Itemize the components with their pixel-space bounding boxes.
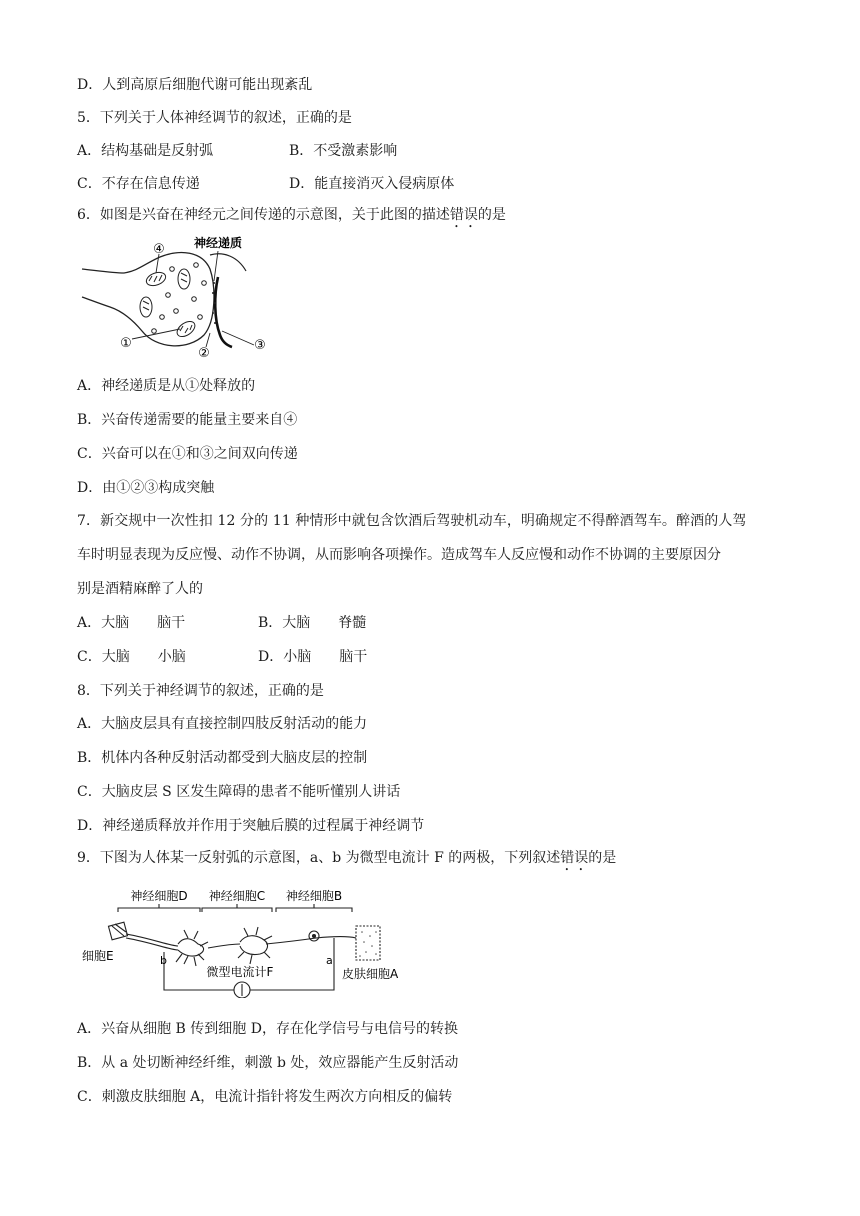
q9-stem <box>77 848 616 874</box>
synapse-diagram <box>80 235 280 360</box>
q7-option-b: B．大脑 脊髓 <box>258 615 367 631</box>
label-cell-e: 细胞E <box>82 949 114 963</box>
q7-option-a: A．大脑 脑干 <box>77 615 186 631</box>
label-circled-4: ④ <box>153 242 165 257</box>
q7-option-d: D．小脑 脑干 <box>258 649 368 665</box>
q6-stem-text: 6．如图是兴奋在神经元之间传递的示意图，关于此图的描述 <box>77 207 450 223</box>
label-circled-1: ① <box>120 336 132 351</box>
q7-option-c: C．大脑 小脑 <box>77 649 186 665</box>
q5-option-b: B．不受激素影响 <box>289 143 398 159</box>
q8-stem: 8．下列关于神经调节的叙述，正确的是 <box>77 683 324 699</box>
label-circled-3: ③ <box>254 338 266 353</box>
q9-option-b: B．从 a 处切断神经纤维，刺激 b 处，效应器能产生反射活动 <box>77 1055 459 1071</box>
q6-stem-emphasis: 错误 <box>449 207 478 223</box>
label-neuron-d: 神经细胞D <box>130 889 188 903</box>
q9-option-a: A．兴奋从细胞 B 传到细胞 D，存在化学信号与电信号的转换 <box>77 1021 458 1037</box>
label-neurotransmitter: 神经递质 <box>193 236 243 250</box>
q9-stem-text: 9．下图为人体某一反射弧的示意图，a、b 为微型电流计 F 的两极，下列叙述 <box>77 850 561 866</box>
reflex-arc-diagram <box>80 886 410 998</box>
label-pole-b: b <box>160 954 167 967</box>
q6-option-c: C．兴奋可以在①和③之间双向传递 <box>77 446 298 462</box>
label-pole-a: a <box>326 954 333 967</box>
q5-stem: 5．下列关于人体神经调节的叙述，正确的是 <box>77 110 352 126</box>
label-neuron-c: 神经细胞C <box>208 889 266 903</box>
q6-stem <box>77 205 506 231</box>
q4-option-d: D．人到高原后细胞代谢可能出现紊乱 <box>77 77 313 93</box>
q8-option-a: A．大脑皮层具有直接控制四肢反射活动的能力 <box>77 716 368 732</box>
label-circled-2: ② <box>198 346 210 360</box>
q9-stem-emphasis: 错误 <box>560 850 589 866</box>
q9-stem-end: 的是 <box>588 850 617 866</box>
q7-stem-line2: 车时明显表现为反应慢、动作不协调，从而影响各项操作。造成驾车人反应慢和动作不协调的主要原因分 <box>77 547 721 563</box>
q6-option-a: A．神经递质是从①处释放的 <box>77 378 256 394</box>
q7-stem-line3: 别是酒精麻醉了人的 <box>77 581 203 597</box>
q6-option-b: B．兴奋传递需要的能量主要来自④ <box>77 412 298 428</box>
q5-option-d: D．能直接消灭入侵病原体 <box>289 176 455 192</box>
q6-stem-end: 的是 <box>477 207 506 223</box>
q8-option-d: D．神经递质释放并作用于突触后膜的过程属于神经调节 <box>77 818 425 834</box>
label-skin-cell-a: 皮肤细胞A <box>342 967 399 981</box>
q5-option-c: C．不存在信息传递 <box>77 176 200 192</box>
q8-option-c: C．大脑皮层 S 区发生障碍的患者不能听懂别人讲话 <box>77 784 401 800</box>
q9-option-c: C．刺激皮肤细胞 A，电流计指针将发生两次方向相反的偏转 <box>77 1089 453 1105</box>
q5-option-a: A．结构基础是反射弧 <box>77 143 214 159</box>
q7-stem-line1: 7．新交规中一次性扣 12 分的 11 种情形中就包含饮酒后驾驶机动车，明确规定不得醉酒驾车。醉酒的人驾 <box>77 513 747 529</box>
q8-option-b: B．机体内各种反射活动都受到大脑皮层的控制 <box>77 750 368 766</box>
q6-option-d: D．由①②③构成突触 <box>77 480 215 496</box>
label-neuron-b: 神经细胞B <box>285 889 343 903</box>
label-meter-f: 微型电流计F <box>206 965 274 979</box>
